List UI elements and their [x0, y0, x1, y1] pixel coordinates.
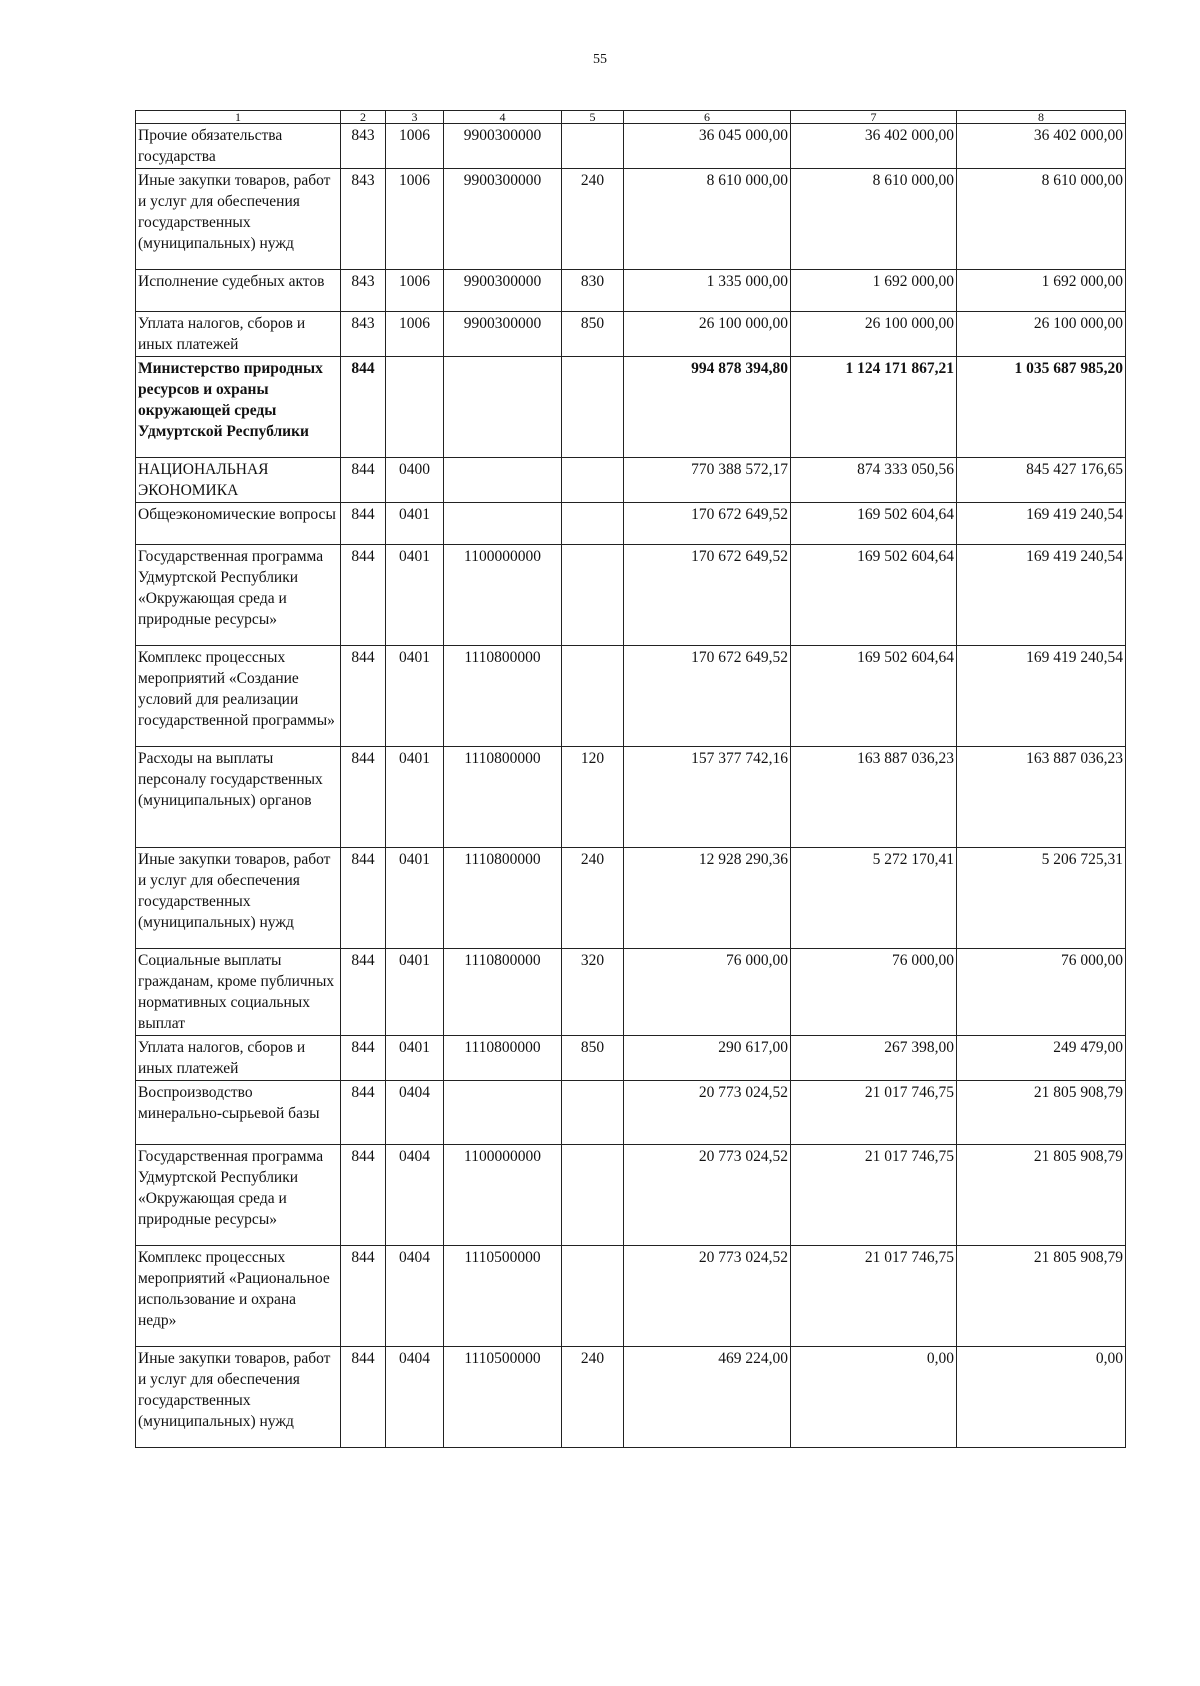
section-code-cell: 0401	[386, 747, 444, 848]
expense-type-cell: 850	[562, 1036, 624, 1081]
amount-col7-cell: 21 017 746,75	[791, 1246, 957, 1347]
column-header: 3	[386, 111, 444, 124]
table-row	[136, 458, 1126, 503]
amount-col7-cell: 21 017 746,75	[791, 1145, 957, 1246]
chapter-code-cell: 844	[341, 646, 386, 747]
target-article-cell: 1110800000	[444, 848, 562, 949]
amount-col7-cell: 1 124 171 867,21	[791, 357, 957, 458]
amount-col7-cell: 76 000,00	[791, 949, 957, 1036]
table-row	[136, 646, 1126, 747]
row-name-cell: Иные закупки товаров, работ и услуг для обеспечения государственных (муниципальных) нужд	[136, 169, 341, 270]
amount-col8-cell: 163 887 036,23	[957, 747, 1126, 848]
expense-type-cell: 240	[562, 848, 624, 949]
amount-col6-cell: 170 672 649,52	[624, 545, 791, 646]
amount-col8-cell: 5 206 725,31	[957, 848, 1126, 949]
amount-col6-cell: 12 928 290,36	[624, 848, 791, 949]
amount-col8-cell: 1 035 687 985,20	[957, 357, 1126, 458]
target-article-cell: 9900300000	[444, 169, 562, 270]
column-header: 8	[957, 111, 1126, 124]
chapter-code-cell: 844	[341, 458, 386, 503]
target-article-cell: 1110500000	[444, 1246, 562, 1347]
table-row	[136, 270, 1126, 312]
row-name-cell: Социальные выплаты гражданам, кроме публичных нормативных социальных выплат	[136, 949, 341, 1036]
expense-type-cell	[562, 646, 624, 747]
section-code-cell: 0401	[386, 503, 444, 545]
expense-type-cell: 120	[562, 747, 624, 848]
row-name-cell: Государственная программа Удмуртской Республики «Окружающая среда и природные ресурсы»	[136, 545, 341, 646]
amount-col6-cell: 8 610 000,00	[624, 169, 791, 270]
budget-table	[135, 110, 1126, 1448]
target-article-cell: 9900300000	[444, 124, 562, 169]
chapter-code-cell: 844	[341, 1347, 386, 1448]
amount-col8-cell: 8 610 000,00	[957, 169, 1126, 270]
section-code-cell: 0401	[386, 848, 444, 949]
amount-col8-cell: 21 805 908,79	[957, 1081, 1126, 1145]
chapter-code-cell: 844	[341, 503, 386, 545]
amount-col8-cell: 1 692 000,00	[957, 270, 1126, 312]
amount-col6-cell: 76 000,00	[624, 949, 791, 1036]
expense-type-cell: 240	[562, 1347, 624, 1448]
table-body	[136, 111, 1126, 1448]
target-article-cell	[444, 503, 562, 545]
amount-col7-cell: 8 610 000,00	[791, 169, 957, 270]
expense-type-cell	[562, 503, 624, 545]
amount-col6-cell: 20 773 024,52	[624, 1246, 791, 1347]
section-code-cell: 0404	[386, 1081, 444, 1145]
expense-type-cell	[562, 545, 624, 646]
column-header: 1	[136, 111, 341, 124]
section-code-cell: 0401	[386, 949, 444, 1036]
expense-type-cell	[562, 357, 624, 458]
expense-type-cell	[562, 1145, 624, 1246]
section-code-cell: 0400	[386, 458, 444, 503]
target-article-cell: 1100000000	[444, 545, 562, 646]
chapter-code-cell: 844	[341, 949, 386, 1036]
amount-col8-cell: 169 419 240,54	[957, 503, 1126, 545]
row-name-cell: Прочие обязательства государства	[136, 124, 341, 169]
expense-type-cell: 320	[562, 949, 624, 1036]
header-row	[136, 111, 1126, 124]
target-article-cell	[444, 1081, 562, 1145]
target-article-cell	[444, 357, 562, 458]
row-name-cell: НАЦИОНАЛЬНАЯ ЭКОНОМИКА	[136, 458, 341, 503]
amount-col8-cell: 36 402 000,00	[957, 124, 1126, 169]
amount-col8-cell: 21 805 908,79	[957, 1246, 1126, 1347]
amount-col6-cell: 20 773 024,52	[624, 1145, 791, 1246]
section-code-cell: 1006	[386, 312, 444, 357]
amount-col6-cell: 26 100 000,00	[624, 312, 791, 357]
amount-col7-cell: 874 333 050,56	[791, 458, 957, 503]
amount-col8-cell: 76 000,00	[957, 949, 1126, 1036]
amount-col7-cell: 267 398,00	[791, 1036, 957, 1081]
amount-col7-cell: 5 272 170,41	[791, 848, 957, 949]
row-name-cell: Государственная программа Удмуртской Республики «Окружающая среда и природные ресурсы»	[136, 1145, 341, 1246]
row-name-cell: Комплекс процессных мероприятий «Рациональное использование и охрана недр»	[136, 1246, 341, 1347]
expense-type-cell: 830	[562, 270, 624, 312]
section-code-cell: 0401	[386, 646, 444, 747]
amount-col6-cell: 1 335 000,00	[624, 270, 791, 312]
chapter-code-cell: 844	[341, 545, 386, 646]
table-row	[136, 503, 1126, 545]
section-code-cell	[386, 357, 444, 458]
row-name-cell: Уплата налогов, сборов и иных платежей	[136, 1036, 341, 1081]
row-name-cell: Иные закупки товаров, работ и услуг для обеспечения государственных (муниципальных) нужд	[136, 848, 341, 949]
amount-col8-cell: 21 805 908,79	[957, 1145, 1126, 1246]
amount-col6-cell: 157 377 742,16	[624, 747, 791, 848]
target-article-cell: 1110800000	[444, 646, 562, 747]
chapter-code-cell: 844	[341, 357, 386, 458]
row-name-cell: Общеэкономические вопросы	[136, 503, 341, 545]
amount-col6-cell: 994 878 394,80	[624, 357, 791, 458]
target-article-cell: 1100000000	[444, 1145, 562, 1246]
section-code-cell: 1006	[386, 124, 444, 169]
expense-type-cell	[562, 458, 624, 503]
target-article-cell: 9900300000	[444, 270, 562, 312]
table-row	[136, 848, 1126, 949]
amount-col6-cell: 770 388 572,17	[624, 458, 791, 503]
chapter-code-cell: 843	[341, 169, 386, 270]
expense-type-cell: 240	[562, 169, 624, 270]
target-article-cell: 1110800000	[444, 1036, 562, 1081]
amount-col6-cell: 170 672 649,52	[624, 503, 791, 545]
table-row	[136, 747, 1126, 848]
chapter-code-cell: 844	[341, 747, 386, 848]
table-row	[136, 1036, 1126, 1081]
section-code-cell: 1006	[386, 169, 444, 270]
amount-col7-cell: 169 502 604,64	[791, 503, 957, 545]
chapter-code-cell: 844	[341, 1246, 386, 1347]
section-code-cell: 0404	[386, 1145, 444, 1246]
chapter-code-cell: 844	[341, 1036, 386, 1081]
amount-col7-cell: 0,00	[791, 1347, 957, 1448]
table-row	[136, 357, 1126, 458]
expense-type-cell	[562, 124, 624, 169]
column-header: 5	[562, 111, 624, 124]
amount-col7-cell: 26 100 000,00	[791, 312, 957, 357]
target-article-cell: 1110800000	[444, 747, 562, 848]
chapter-code-cell: 843	[341, 124, 386, 169]
column-header: 6	[624, 111, 791, 124]
row-name-cell: Воспроизводство минерально-сырьевой базы	[136, 1081, 341, 1145]
chapter-code-cell: 843	[341, 312, 386, 357]
chapter-code-cell: 844	[341, 1081, 386, 1145]
amount-col7-cell: 1 692 000,00	[791, 270, 957, 312]
amount-col7-cell: 169 502 604,64	[791, 545, 957, 646]
target-article-cell: 9900300000	[444, 312, 562, 357]
table-row	[136, 1246, 1126, 1347]
table-row	[136, 1347, 1126, 1448]
amount-col8-cell: 845 427 176,65	[957, 458, 1126, 503]
amount-col6-cell: 20 773 024,52	[624, 1081, 791, 1145]
amount-col6-cell: 170 672 649,52	[624, 646, 791, 747]
section-code-cell: 0401	[386, 545, 444, 646]
table-row	[136, 169, 1126, 270]
table-row	[136, 1081, 1126, 1145]
expense-type-cell: 850	[562, 312, 624, 357]
column-header: 4	[444, 111, 562, 124]
amount-col7-cell: 169 502 604,64	[791, 646, 957, 747]
amount-col8-cell: 169 419 240,54	[957, 545, 1126, 646]
expense-type-cell	[562, 1246, 624, 1347]
table-row	[136, 312, 1126, 357]
table-row	[136, 545, 1126, 646]
target-article-cell: 1110800000	[444, 949, 562, 1036]
row-name-cell: Иные закупки товаров, работ и услуг для обеспечения государственных (муниципальных) нужд	[136, 1347, 341, 1448]
expense-type-cell	[562, 1081, 624, 1145]
row-name-cell: Министерство природных ресурсов и охраны окружающей среды Удмуртской Республики	[136, 357, 341, 458]
section-code-cell: 1006	[386, 270, 444, 312]
amount-col6-cell: 36 045 000,00	[624, 124, 791, 169]
table-row	[136, 124, 1126, 169]
amount-col8-cell: 169 419 240,54	[957, 646, 1126, 747]
target-article-cell: 1110500000	[444, 1347, 562, 1448]
row-name-cell: Исполнение судебных актов	[136, 270, 341, 312]
amount-col6-cell: 469 224,00	[624, 1347, 791, 1448]
column-header: 7	[791, 111, 957, 124]
table-row	[136, 1145, 1126, 1246]
row-name-cell: Комплекс процессных мероприятий «Создание условий для реализации государственной программы»	[136, 646, 341, 747]
row-name-cell: Уплата налогов, сборов и иных платежей	[136, 312, 341, 357]
section-code-cell: 0404	[386, 1246, 444, 1347]
chapter-code-cell: 844	[341, 1145, 386, 1246]
amount-col8-cell: 0,00	[957, 1347, 1126, 1448]
amount-col7-cell: 163 887 036,23	[791, 747, 957, 848]
amount-col6-cell: 290 617,00	[624, 1036, 791, 1081]
target-article-cell	[444, 458, 562, 503]
chapter-code-cell: 843	[341, 270, 386, 312]
amount-col8-cell: 26 100 000,00	[957, 312, 1126, 357]
column-header: 2	[341, 111, 386, 124]
page-number: 55	[593, 52, 607, 67]
section-code-cell: 0404	[386, 1347, 444, 1448]
table-row	[136, 949, 1126, 1036]
amount-col7-cell: 36 402 000,00	[791, 124, 957, 169]
amount-col7-cell: 21 017 746,75	[791, 1081, 957, 1145]
row-name-cell: Расходы на выплаты персоналу государственных (муниципальных) органов	[136, 747, 341, 848]
chapter-code-cell: 844	[341, 848, 386, 949]
amount-col8-cell: 249 479,00	[957, 1036, 1126, 1081]
section-code-cell: 0401	[386, 1036, 444, 1081]
